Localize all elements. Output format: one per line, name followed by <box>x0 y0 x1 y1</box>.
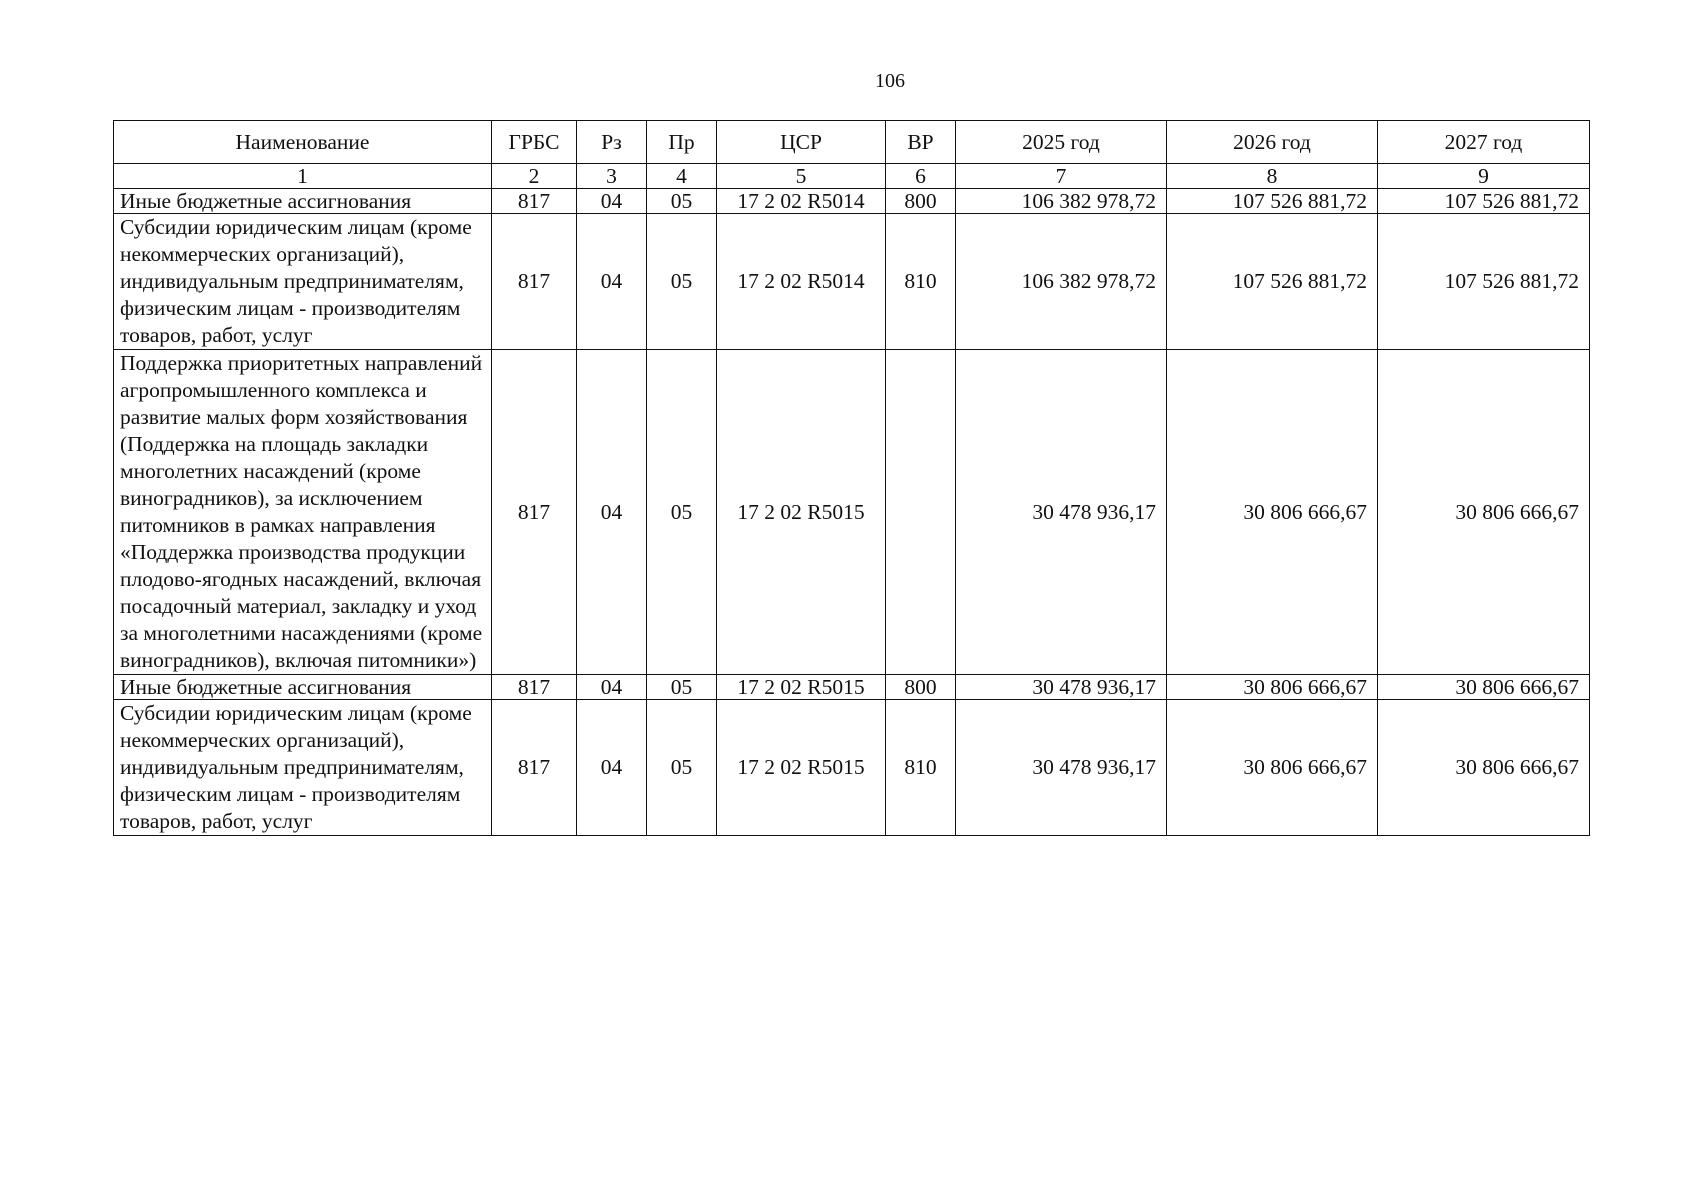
row-amount-2026: 107 526 881,72 <box>1167 189 1378 214</box>
row-pr: 05 <box>647 700 717 836</box>
row-vr: 800 <box>886 189 956 214</box>
header-grbs: ГРБС <box>492 121 577 164</box>
row-pr: 05 <box>647 350 717 675</box>
row-grbs: 817 <box>492 350 577 675</box>
row-csr: 17 2 02 R5015 <box>717 700 886 836</box>
column-number-row <box>114 164 1590 189</box>
row-amount-2026: 30 806 666,67 <box>1167 700 1378 836</box>
page-number: 106 <box>875 70 905 92</box>
row-rz: 04 <box>577 350 647 675</box>
row-amount-2027: 30 806 666,67 <box>1378 700 1590 836</box>
row-amount-2027: 107 526 881,72 <box>1378 189 1590 214</box>
budget-table <box>113 120 1590 836</box>
row-name: Субсидии юридическим лицам (кроме некоммерческих организаций), индивидуальным предпринимателям, физическим лицам - производителям товаров, работ, услуг <box>114 214 492 350</box>
row-amount-2025: 30 478 936,17 <box>956 675 1167 700</box>
column-number: 1 <box>114 164 492 189</box>
table-row <box>114 350 1590 675</box>
row-vr: 800 <box>886 675 956 700</box>
column-number: 6 <box>886 164 956 189</box>
row-vr: 810 <box>886 214 956 350</box>
row-grbs: 817 <box>492 214 577 350</box>
row-csr: 17 2 02 R5015 <box>717 675 886 700</box>
row-amount-2026: 30 806 666,67 <box>1167 350 1378 675</box>
row-amount-2026: 30 806 666,67 <box>1167 675 1378 700</box>
row-pr: 05 <box>647 675 717 700</box>
row-vr <box>886 350 956 675</box>
table-header-row <box>114 121 1590 164</box>
row-csr: 17 2 02 R5015 <box>717 350 886 675</box>
row-grbs: 817 <box>492 675 577 700</box>
header-2025: 2025 год <box>956 121 1167 164</box>
header-2027: 2027 год <box>1378 121 1590 164</box>
row-vr: 810 <box>886 700 956 836</box>
header-pr: Пр <box>647 121 717 164</box>
row-amount-2025: 30 478 936,17 <box>956 700 1167 836</box>
row-amount-2025: 30 478 936,17 <box>956 350 1167 675</box>
row-rz: 04 <box>577 189 647 214</box>
header-vr: ВР <box>886 121 956 164</box>
row-csr: 17 2 02 R5014 <box>717 189 886 214</box>
header-rz: Рз <box>577 121 647 164</box>
header-2026: 2026 год <box>1167 121 1378 164</box>
column-number: 9 <box>1378 164 1590 189</box>
row-name: Субсидии юридическим лицам (кроме некоммерческих организаций), индивидуальным предпринимателям, физическим лицам - производителям товаров, работ, услуг <box>114 700 492 836</box>
row-amount-2026: 107 526 881,72 <box>1167 214 1378 350</box>
table-row <box>114 700 1590 836</box>
row-pr: 05 <box>647 189 717 214</box>
column-number: 2 <box>492 164 577 189</box>
column-number: 5 <box>717 164 886 189</box>
row-name: Иные бюджетные ассигнования <box>114 675 492 700</box>
table-row <box>114 214 1590 350</box>
column-number: 3 <box>577 164 647 189</box>
row-csr: 17 2 02 R5014 <box>717 214 886 350</box>
header-csr: ЦСР <box>717 121 886 164</box>
row-amount-2025: 106 382 978,72 <box>956 214 1167 350</box>
row-name: Иные бюджетные ассигнования <box>114 189 492 214</box>
row-name: Поддержка приоритетных направлений агропромышленного комплекса и развитие малых форм хозяйствования (Поддержка на площадь закладки многолетних насаждений (кроме виноградников), за исключением питомников в рамках направления «Поддержка производства продукции плодово-ягодных насаждений, включая посадочный материал, закладку и уход за многолетними насаждениями (кроме виноградников), включая питомники») <box>114 350 492 675</box>
row-amount-2027: 30 806 666,67 <box>1378 350 1590 675</box>
column-number: 8 <box>1167 164 1378 189</box>
row-grbs: 817 <box>492 189 577 214</box>
row-amount-2027: 107 526 881,72 <box>1378 214 1590 350</box>
row-amount-2025: 106 382 978,72 <box>956 189 1167 214</box>
row-pr: 05 <box>647 214 717 350</box>
row-rz: 04 <box>577 214 647 350</box>
header-name: Наименование <box>114 121 492 164</box>
row-grbs: 817 <box>492 700 577 836</box>
row-rz: 04 <box>577 700 647 836</box>
row-amount-2027: 30 806 666,67 <box>1378 675 1590 700</box>
column-number: 4 <box>647 164 717 189</box>
table-row <box>114 675 1590 700</box>
column-number: 7 <box>956 164 1167 189</box>
table-row <box>114 189 1590 214</box>
row-rz: 04 <box>577 675 647 700</box>
